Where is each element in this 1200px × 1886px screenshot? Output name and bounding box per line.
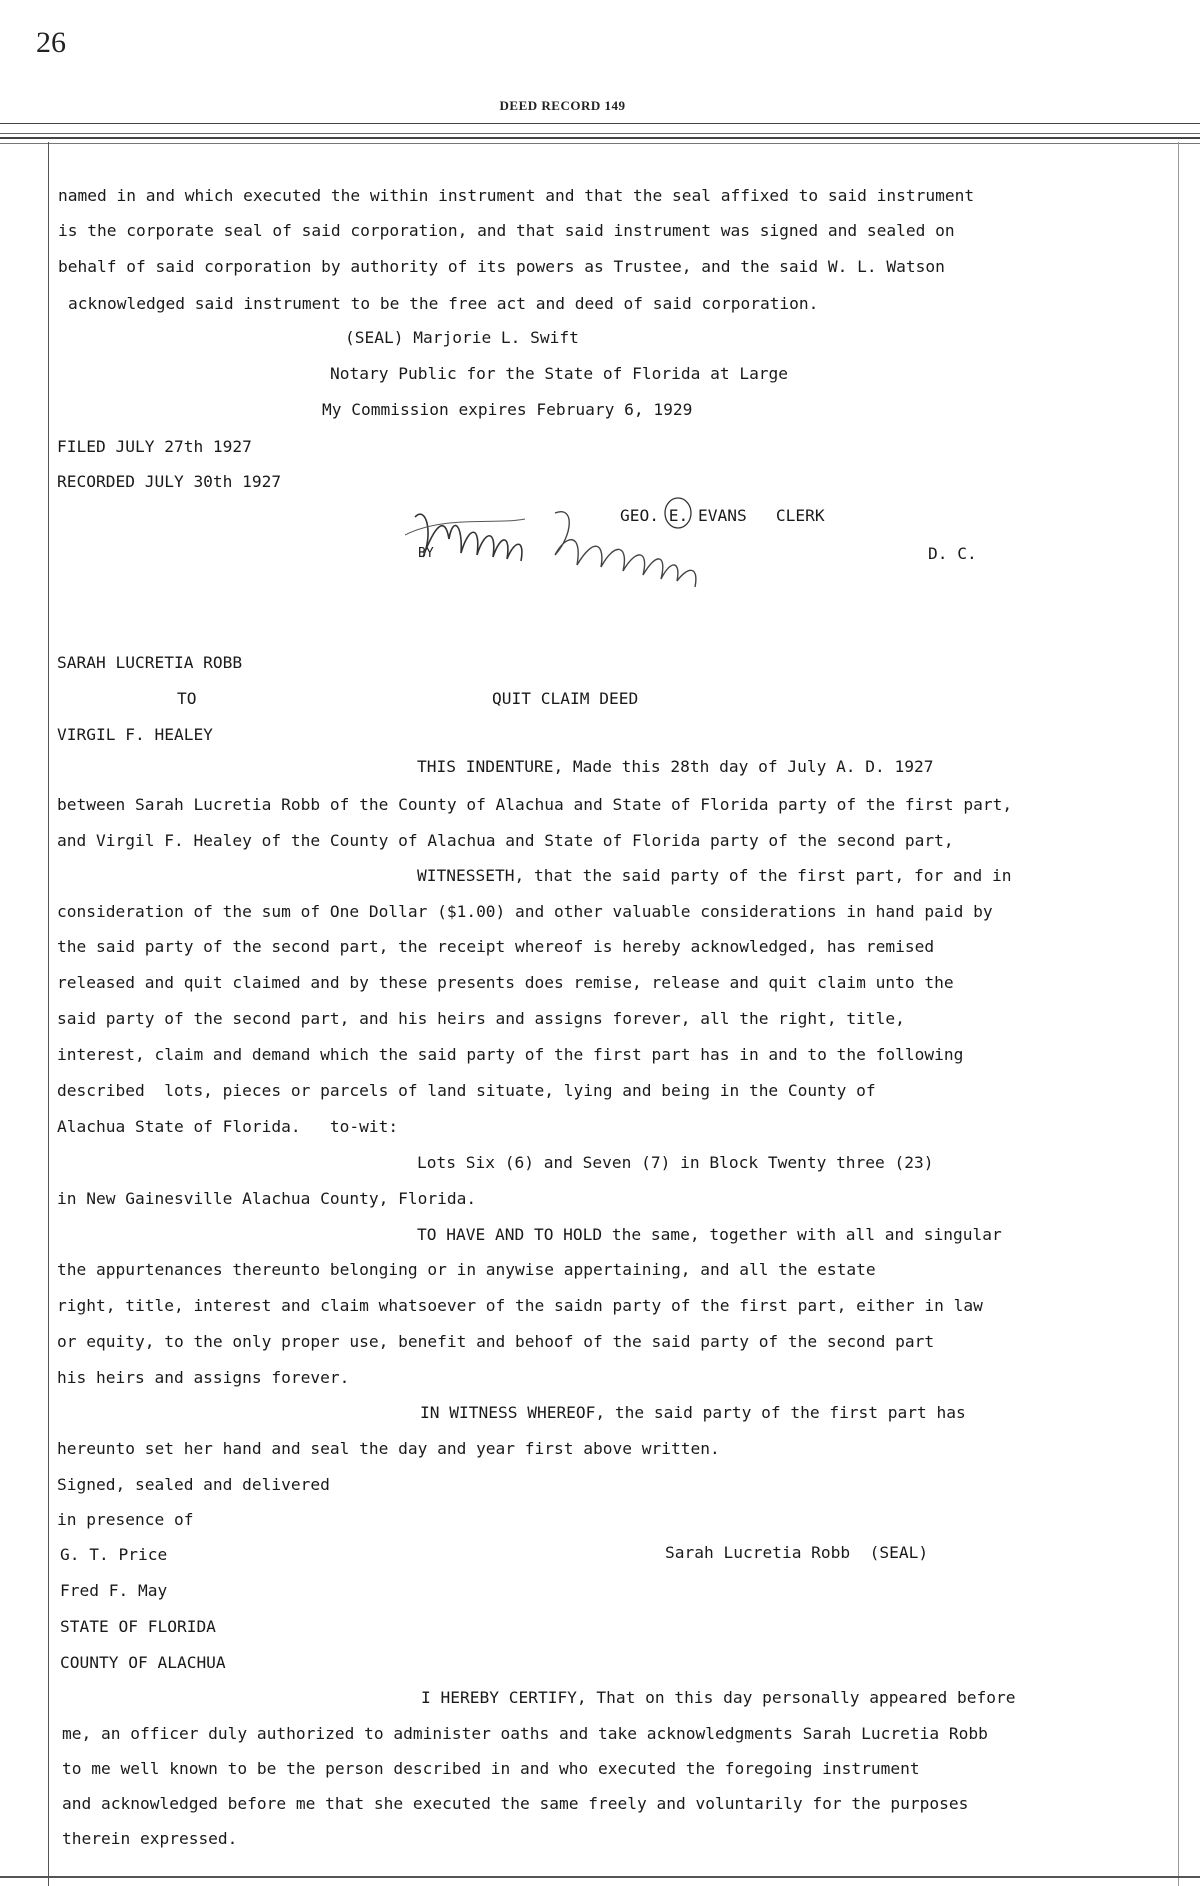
venue-county: COUNTY OF ALACHUA [60,1653,226,1672]
deed-line: consideration of the sum of One Dollar ($1.00) and other valuable considerations in hand paid by [57,902,993,921]
property-description: Lots Six (6) and Seven (7) in Block Twenty three (23) [417,1153,934,1172]
property-location: in New Gainesville Alachua County, Florida. [57,1189,477,1208]
clerk-name: GEO. E. EVANS CLERK [620,506,825,525]
deed-line: his heirs and assigns forever. [57,1368,350,1387]
handwritten-signature [405,495,805,595]
by-label: BY [418,546,434,561]
header-rule [0,143,1200,144]
ack2-line: me, an officer duly authorized to administer oaths and take acknowledgments Sarah Lucretia Robb [62,1724,988,1743]
deed-title: QUIT CLAIM DEED [492,689,639,708]
ack2-line: therein expressed. [62,1829,238,1848]
deed-line: in presence of [57,1510,194,1529]
deed-line: the said party of the second part, the receipt whereof is hereby acknowledged, has remised [57,937,935,956]
ack1-line: acknowledged said instrument to be the free act and deed of said corporation. [68,294,819,313]
deed-line: or equity, to the only proper use, benefit and behoof of the said party of the second part [57,1332,935,1351]
deed-line: said party of the second part, and his heirs and assigns forever, all the right, title, [57,1009,905,1028]
notary-commission: My Commission expires February 6, 1929 [322,400,693,419]
record-title: DEED RECORD 149 [499,98,626,113]
deed-line: IN WITNESS WHEREOF, the said party of the first part has [420,1403,966,1422]
deed-line: TO HAVE AND TO HOLD the same, together with all and singular [417,1225,1002,1244]
notary-name: (SEAL) Marjorie L. Swift [345,328,579,347]
deed-line: WITNESSETH, that the said party of the first part, for and in [417,866,1012,885]
deed-line: and Virgil F. Healey of the County of Alachua and State of Florida party of the second part, [57,831,954,850]
grantor-signature: Sarah Lucretia Robb (SEAL) [665,1543,929,1562]
notary-title: Notary Public for the State of Florida at Large [330,364,789,383]
witness-name: G. T. Price [60,1545,168,1564]
deputy-clerk-label: D. C. [928,544,977,563]
ack1-line: named in and which executed the within instrument and that the seal affixed to said instrument [58,186,975,205]
ack2-line: I HEREBY CERTIFY, That on this day personally appeared before [421,1688,1016,1707]
deed-line: described lots, pieces or parcels of land situate, lying and being in the County of [57,1081,876,1100]
ack1-line: is the corporate seal of said corporation, and that said instrument was signed and sealed on [58,221,955,240]
grantee-name: VIRGIL F. HEALEY [57,725,213,744]
deed-line: right, title, interest and claim whatsoever of the saidn party of the first part, either in law [57,1296,983,1315]
header-rule [0,137,1200,139]
ack2-line: to me well known to be the person described in and who executed the foregoing instrument [62,1759,920,1778]
deed-line: Alachua State of Florida. to-wit: [57,1117,399,1136]
page-number: 26 [36,26,66,59]
header-rule [0,133,1200,134]
deed-line: Signed, sealed and delivered [57,1475,330,1494]
header-rule [0,123,1200,124]
deed-line: the appurtenances thereunto belonging or in anywise appertaining, and all the estate [57,1260,876,1279]
bottom-rule [0,1876,1200,1878]
recorded-date: RECORDED JULY 30th 1927 [57,472,282,491]
ack1-line: behalf of said corporation by authority of its powers as Trustee, and the said W. L. Watson [58,257,945,276]
deed-line: hereunto set her hand and seal the day and year first above written. [57,1439,720,1458]
ack2-line: and acknowledged before me that she executed the same freely and voluntarily for the purposes [62,1794,969,1813]
deed-line: released and quit claimed and by these presents does remise, release and quit claim unto the [57,973,954,992]
witness-name: Fred F. May [60,1581,168,1600]
filed-date: FILED JULY 27th 1927 [57,437,252,456]
deed-line: interest, claim and demand which the said party of the first part has in and to the following [57,1045,964,1064]
grantor-name: SARAH LUCRETIA ROBB [57,653,243,672]
left-margin-line [48,142,49,1886]
right-margin-line [1178,142,1179,1886]
deed-line: between Sarah Lucretia Robb of the County of Alachua and State of Florida party of the first part, [57,795,1013,814]
deed-line: THIS INDENTURE, Made this 28th day of July A. D. 1927 [417,757,934,776]
to-label: TO [177,689,197,708]
venue-state: STATE OF FLORIDA [60,1617,216,1636]
